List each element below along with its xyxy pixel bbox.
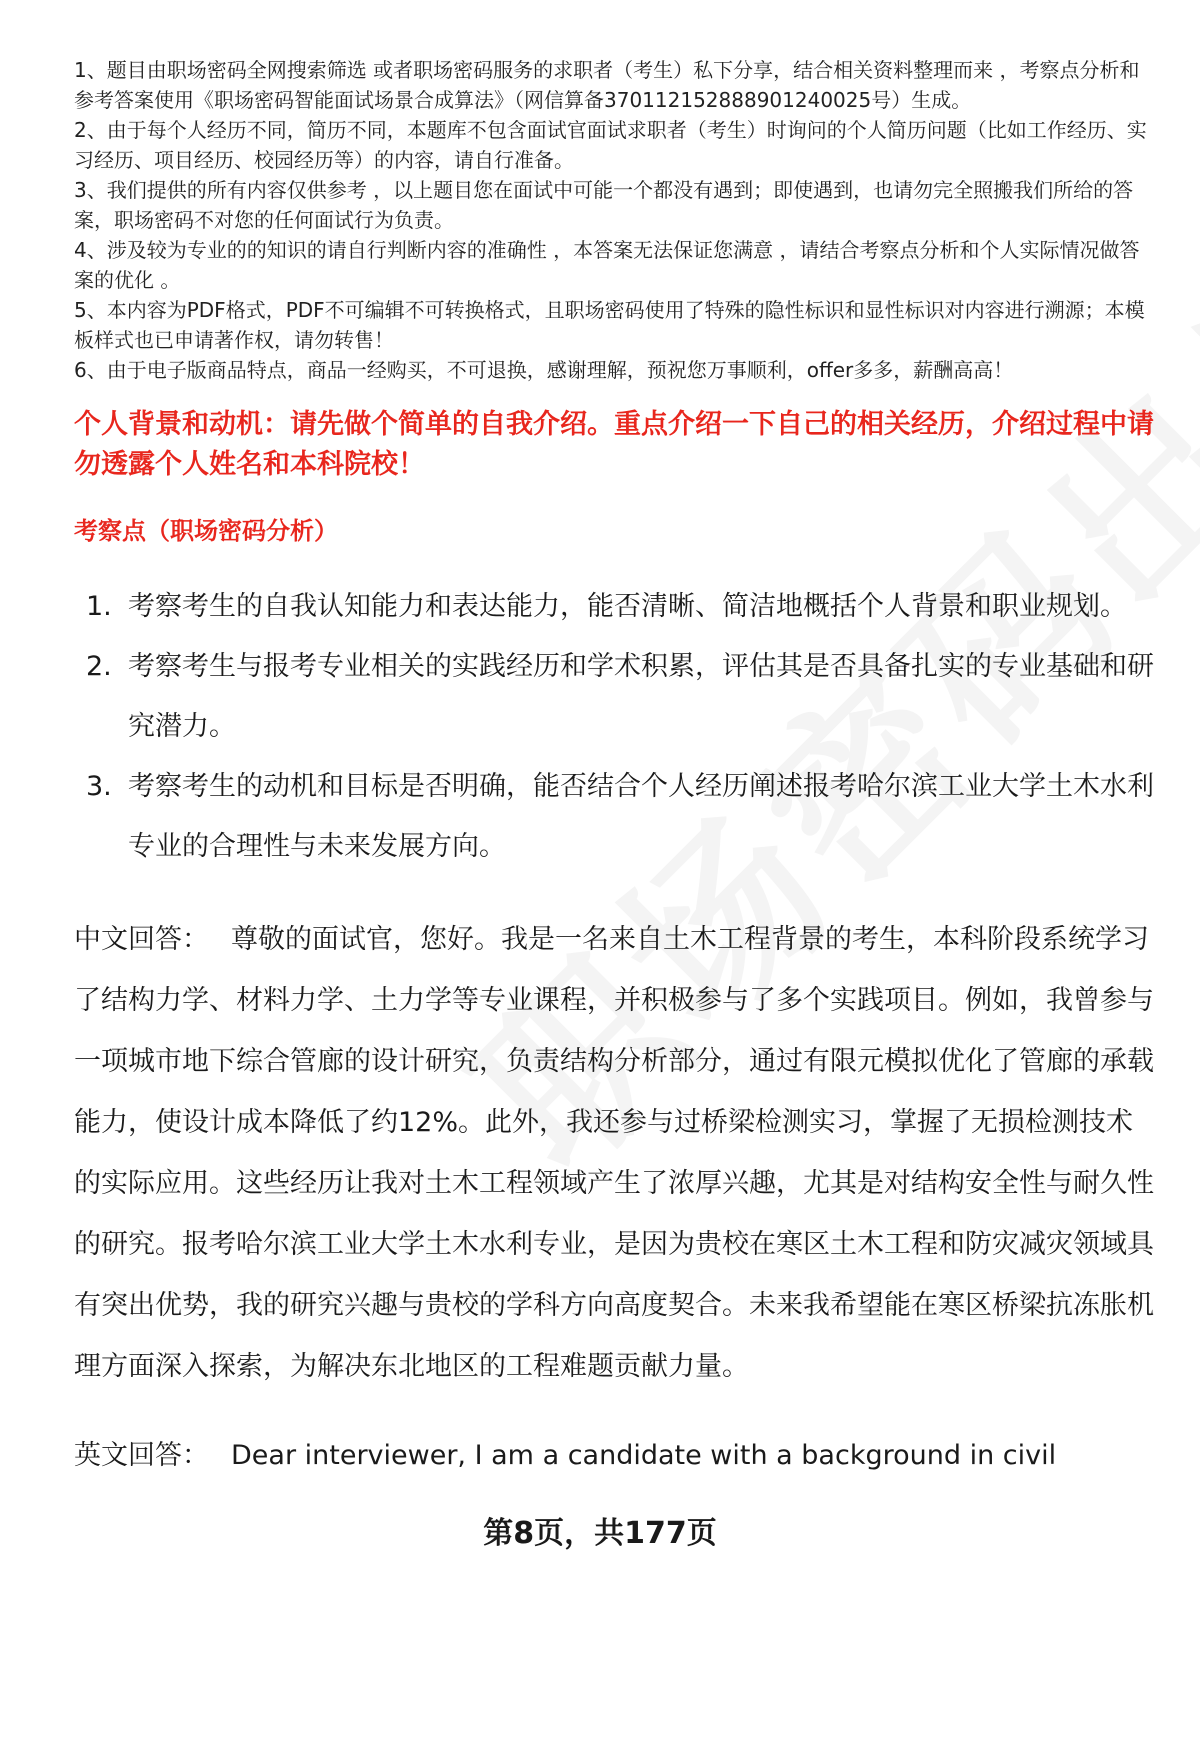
note-item: 1、题目由职场密码全网搜索筛选 或者职场密码服务的求职者（考生）私下分享，结合相关资料整理而来 ，考察点分析和参考答案使用《职场密码智能面试场景合成算法》（网信算备370112152888901240025号）生成。	[74, 58, 1140, 112]
note-item: 5、本内容为PDF格式，PDF不可编辑不可转换格式，且职场密码使用了特殊的隐性标识和显性标识对内容进行溯源；本模板样式也已申请著作权，请勿转售！	[74, 298, 1145, 352]
page-number: 第8页，共177页	[483, 1516, 717, 1551]
note-item: 2、由于每个人经历不同，简历不同，本题库不包含面试官面试求职者（考生）时询问的个人简历问题（比如工作经历、实习经历、项目经历、校园经历等）的内容，请自行准备。	[74, 118, 1147, 172]
analysis-item-number: 2.	[86, 651, 112, 682]
english-answer-label: 英文回答：	[74, 1440, 209, 1471]
analysis-item-text: 考察考生的自我认知能力和表达能力，能否清晰、简洁地概括个人背景和职业规划。	[128, 591, 1127, 622]
analysis-item	[74, 757, 1154, 877]
note-item: 3、我们提供的所有内容仅供参考 ，以上题目您在面试中可能一个都没有遇到；即使遇到，也请勿完全照搬我们所给的答案，职场密码不对您的任何面试行为负责。	[74, 178, 1134, 232]
note-item: 4、涉及较为专业的的知识的请自行判断内容的准确性 ，本答案无法保证您满意 ，请结合考察点分析和个人实际情况做答案的优化 。	[74, 238, 1140, 292]
analysis-list	[74, 577, 1154, 877]
english-answer	[74, 1435, 1154, 1477]
analysis-item	[74, 637, 1154, 757]
disclaimer-notes	[74, 55, 1154, 385]
page-content	[74, 55, 1154, 1477]
analysis-item-text: 考察考生与报考专业相关的实践经历和学术积累，评估其是否具备扎实的专业基础和研究潜力。	[128, 651, 1154, 742]
chinese-answer-label: 中文回答：	[74, 924, 209, 955]
english-answer-text: Dear interviewer, I am a candidate with a background in civil	[231, 1440, 1057, 1471]
analysis-title: 考察点（职场密码分析）	[74, 517, 338, 545]
analysis-item	[74, 577, 1154, 637]
analysis-item-text: 考察考生的动机和目标是否明确，能否结合个人经历阐述报考哈尔滨工业大学土木水利专业的合理性与未来发展方向。	[128, 771, 1154, 862]
analysis-item-number: 3.	[86, 771, 112, 802]
chinese-answer	[74, 909, 1154, 1397]
question-heading: 个人背景和动机：请先做个简单的自我介绍。重点介绍一下自己的相关经历，介绍过程中请勿透露个人姓名和本科院校！	[74, 409, 1154, 480]
analysis-item-number: 1.	[86, 591, 112, 622]
chinese-answer-text: 尊敬的面试官，您好。我是一名来自土木工程背景的考生，本科阶段系统学习了结构力学、材料力学、土力学等专业课程，并积极参与了多个实践项目。例如，我曾参与一项城市地下综合管廊的设计研究，负责结构分析部分，通过有限元模拟优化了管廊的承载能力，使设计成本降低了约12%。此外，我还参与过桥梁检测实习，掌握了无损检测技术的实际应用。这些经历让我对土木工程领域产生了浓厚兴趣，尤其是对结构安全性与耐久性的研究。报考哈尔滨工业大学土木水利专业，是因为贵校在寒区土木工程和防灾减灾领域具有突出优势，我的研究兴趣与贵校的学科方向高度契合。未来我希望能在寒区桥梁抗冻胀机理方面深入探索，为解决东北地区的工程难题贡献力量。	[74, 924, 1154, 1382]
note-item: 6、由于电子版商品特点，商品一经购买，不可退换，感谢理解，预祝您万事顺利，offer多多，薪酬高高！	[74, 358, 1014, 382]
